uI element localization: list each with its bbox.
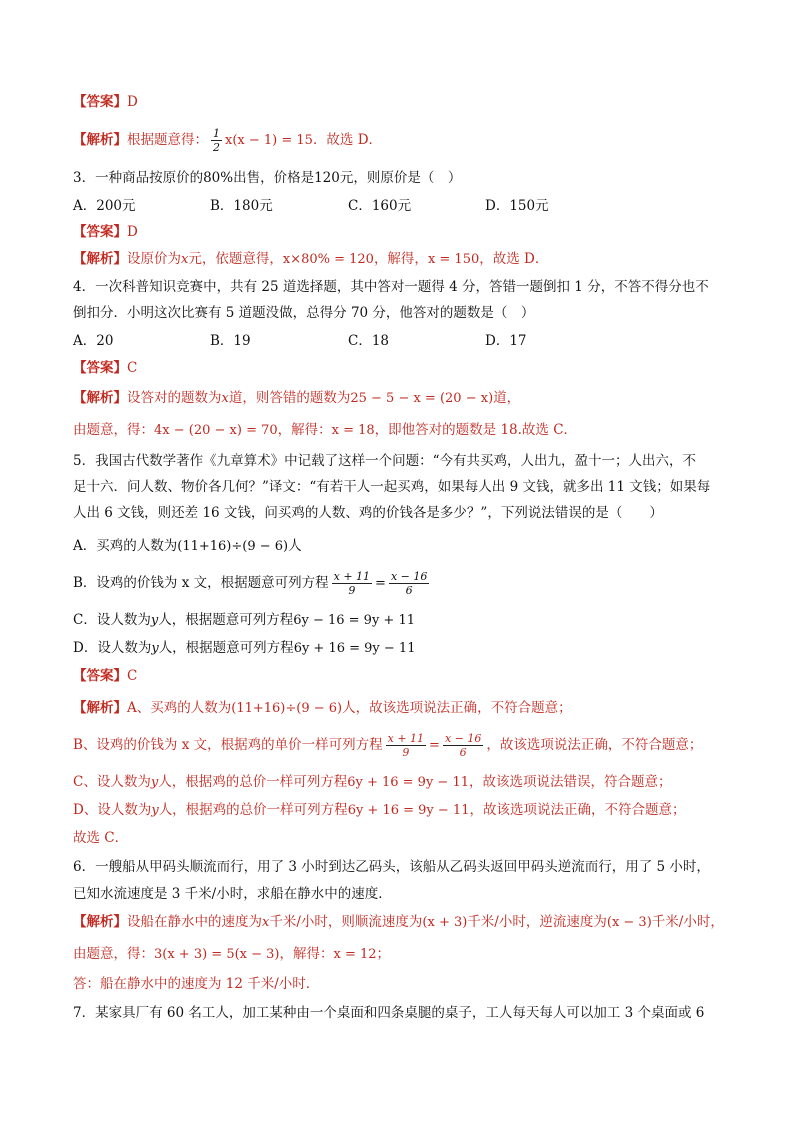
question-5-line-1: 5．我国古代数学著作《九章算术》中记载了这样一个问题：“今有共买鸡，人出九，盈十一；人出六，不 — [73, 453, 696, 469]
explanation-line-d — [73, 800, 685, 821]
explanation-tag: 【解析】 — [73, 251, 127, 267]
fraction-denominator: 9 — [348, 584, 356, 597]
equation: x(x − 1) = 15 — [225, 133, 313, 148]
fraction — [332, 570, 372, 597]
explanation-text: 道，则答错的题数为 — [228, 390, 351, 406]
explanation-tag: 【解析】 — [73, 390, 127, 406]
answer-tag: 【答案】 — [73, 668, 127, 684]
explanation-line-2 — [73, 420, 577, 441]
answer-line — [73, 92, 138, 112]
fraction — [211, 127, 222, 154]
equation: 6y + 16 = 9y − 11 — [347, 775, 469, 790]
option-text: 人，根据题意可列方程 — [158, 640, 294, 656]
explanation-text: 由题意，得： — [73, 422, 154, 438]
option-d: D．150元 — [485, 198, 549, 214]
fraction-denominator: 6 — [459, 746, 467, 759]
explanation-text: ，故该选项说法正确，不符合题意； — [469, 802, 686, 818]
equation: (x + 3) — [422, 915, 468, 930]
explanation-text: ，故选 D． — [479, 251, 549, 267]
fraction — [443, 732, 483, 759]
option-a: A．20 — [73, 333, 114, 349]
fraction-denominator: 2 — [213, 141, 220, 154]
answer-value: C — [127, 360, 138, 376]
explanation-text: 千米/小时， — [651, 914, 724, 930]
explanation-text: A、买鸡的人数为 — [127, 700, 232, 716]
explanation-line — [73, 698, 572, 719]
answer-value: C — [127, 668, 138, 684]
option-b: B．180元 — [210, 198, 273, 214]
fraction-numerator: x + 11 — [333, 570, 371, 583]
explanation-text: 千米/小时，则顺流速度为 — [269, 914, 423, 930]
option-d — [73, 638, 415, 659]
equation: x = 12 — [333, 947, 377, 962]
explanation-text: 设原价为 — [127, 251, 181, 267]
explanation-tag: 【解析】 — [73, 132, 127, 148]
question-4-line-1: 4．一次科普知识竞赛中，共有 25 道选择题，其中答对一题得 4 分，答错一题倒扣 1 分，不答不得分也不 — [73, 279, 709, 295]
explanation-conclusion: 故选 C． — [73, 830, 129, 846]
question-6-line-2: 已知水流速度是 3 千米/小时，求船在静水中的速度． — [73, 886, 392, 902]
variable: y — [151, 803, 159, 818]
equation: 4x − (20 − x) = 70 — [154, 423, 278, 438]
explanation-tag: 【解析】 — [73, 914, 127, 930]
option-text: 人，根据题意可列方程 — [158, 612, 294, 628]
option-text: A．买鸡的人数为 — [73, 538, 178, 554]
question-4-options — [73, 331, 733, 351]
explanation-text: ，即他答对的题数是 18.故选 C． — [374, 422, 578, 438]
option-a: A．200元 — [73, 198, 136, 214]
explanation-text: 人，根据鸡的总价一样可列方程 — [158, 774, 348, 790]
explanation-text: 道， — [493, 390, 521, 406]
explanation-tag: 【解析】 — [73, 700, 127, 716]
question-6-line-1: 6．一艘船从甲码头顺流而行，用了 3 小时到达乙码头，该船从乙码头返回甲码头逆流而行，用了 5 小时， — [73, 859, 710, 875]
explanation-line — [73, 249, 548, 270]
explanation-text: C、设人数为 — [73, 774, 151, 790]
explanation-text: 人，故该选项说法正确，不符合题意； — [342, 700, 572, 716]
variable: y — [150, 613, 159, 628]
fraction-numerator: x − 16 — [444, 732, 482, 745]
option-c: C．160元 — [348, 198, 412, 214]
variable: y — [150, 775, 159, 790]
explanation-text: ，解得， — [373, 251, 428, 267]
explanation-line-c — [73, 772, 672, 793]
answer-value: D — [127, 224, 138, 240]
option-d: D．17 — [485, 333, 527, 349]
explanation-text: ，解得： — [277, 422, 332, 438]
equation: 6y − 16 = 9y + 11 — [293, 613, 415, 628]
fraction — [389, 570, 429, 597]
question-3-options — [73, 196, 733, 216]
explanation-line — [73, 126, 382, 155]
variable: x — [262, 915, 270, 930]
variable: x — [181, 252, 189, 267]
answer-tag: 【答案】 — [73, 94, 127, 110]
answer-tag: 【答案】 — [73, 224, 127, 240]
equation: (11+16)÷(9 − 6) — [231, 701, 343, 716]
option-text: C．设人数为 — [73, 612, 151, 628]
explanation-line — [73, 388, 520, 409]
variable: x — [221, 391, 229, 406]
answer-line — [73, 222, 138, 242]
option-c — [73, 610, 415, 631]
equation: x = 18 — [331, 423, 375, 438]
explanation-text: 设船在静水中的速度为 — [127, 914, 262, 930]
explanation-text: ，解得： — [279, 946, 334, 962]
question-5-line-2: 足十六．问人数、物价各几何？”译文：“有若干人一起买鸡，如果每人出 9 文钱，就多出 11 文钱；如果每 — [73, 479, 711, 495]
explanation-text: 千米/小时，逆流速度为 — [467, 914, 607, 930]
option-a — [73, 536, 302, 557]
variable: y — [151, 641, 159, 656]
equation: (x − 3) — [606, 915, 652, 930]
answer-line — [73, 666, 137, 686]
question-3-stem: 3．一种商品按原价的80%出售，价格是120元，则原价是（ ） — [73, 170, 462, 186]
explanation-line-2 — [73, 944, 390, 965]
fraction — [386, 732, 426, 759]
answer-line — [73, 358, 137, 378]
explanation-text: 元，依题意得， — [188, 251, 283, 267]
fraction-numerator: 1 — [213, 127, 220, 140]
option-text: D．设人数为 — [73, 640, 152, 656]
answer-value: D — [127, 94, 138, 110]
equation: 25 − 5 − x = (20 − x) — [350, 391, 494, 406]
explanation-text: D、设人数为 — [73, 802, 152, 818]
explanation-text: 设答对的题数为 — [127, 390, 222, 406]
explanation-text: ，故该选项说法正确，不符合题意； — [486, 737, 703, 753]
explanation-text: ； — [376, 946, 391, 962]
fraction-denominator: 9 — [402, 746, 410, 759]
option-text: B．设鸡的价钱为 x 文，根据题意可列方程 — [73, 575, 329, 591]
explanation-text: B、设鸡的价钱为 x 文，根据鸡的单价一样可列方程 — [73, 737, 383, 753]
option-c: C．18 — [348, 333, 390, 349]
explanation-line-b: B、设鸡的价钱为 x 文，根据鸡的单价一样可列方程 $\frac{x + 11}{9}$ = $\frac{x - 16}{6}$ ，故该选项说法正确，不符合题意； — [73, 732, 703, 759]
fraction-denominator: 6 — [405, 584, 413, 597]
question-4-line-2: 倒扣分．小明这次比赛有 5 道题没做，总得分 70 分，他答对的题数是（ ） — [73, 305, 535, 321]
answer-tag: 【答案】 — [73, 360, 127, 376]
explanation-answer: 答：船在静水中的速度为 12 千米/小时． — [73, 976, 320, 992]
equation: 3(x + 3) = 5(x − 3) — [154, 947, 280, 962]
fraction-numerator: x + 11 — [387, 732, 425, 745]
equation: (11+16)÷(9 − 6) — [177, 539, 289, 554]
explanation-line — [73, 912, 724, 933]
option-b: B．设鸡的价钱为 x 文，根据题意可列方程 $\frac{x + 11}{9}$ = $\frac{x - 16}{6}$ — [73, 570, 428, 597]
option-text: 人 — [288, 538, 302, 554]
option-b: B．19 — [210, 333, 251, 349]
equation: x = 150 — [427, 252, 480, 267]
question-5-line-3: 人出 6 文钱，则还差 16 文钱，问买鸡的人数、鸡的价钱各是多少？”，下列说法错误的是（ ） — [73, 505, 663, 521]
explanation-text: ．故选 D． — [312, 132, 383, 148]
explanation-text: 根据题意得： — [127, 132, 208, 148]
explanation-text: 人，根据鸡的总价一样可列方程 — [158, 802, 348, 818]
explanation-text: 由题意，得： — [73, 946, 154, 962]
equation: 6y + 16 = 9y − 11 — [347, 803, 470, 818]
equation: 6y + 16 = 9y − 11 — [293, 641, 416, 656]
fraction-numerator: x − 16 — [390, 570, 428, 583]
equation: x×80% = 120 — [282, 252, 374, 267]
explanation-text: ，故该选项说法错误，符合题意； — [469, 774, 672, 790]
question-7-line-1: 7．某家具厂有 60 名工人，加工某种由一个桌面和四条桌腿的桌子，工人每天每人可以加工 3 个桌面或 6 — [73, 1005, 705, 1021]
